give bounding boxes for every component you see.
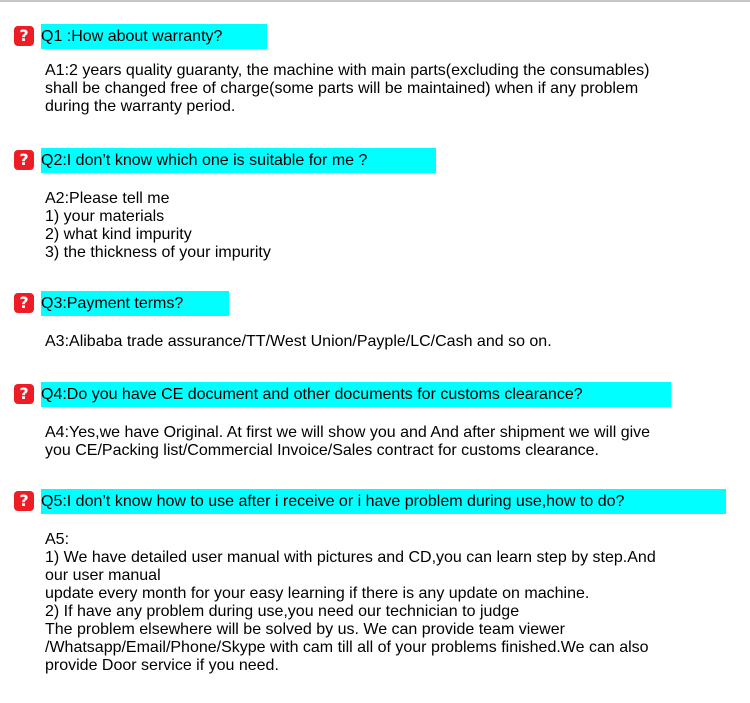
- question-mark-icon: ?: [14, 150, 34, 170]
- answer-line: 1) your materials: [45, 208, 165, 225]
- answer-line: update every month for your easy learning if there is any update on machine.: [45, 585, 590, 602]
- answer-text: [45, 190, 744, 262]
- question-text: Q3:Payment terms?: [41, 291, 229, 316]
- question-mark-icon: ?: [14, 491, 34, 511]
- question-mark-icon: ?: [14, 293, 34, 313]
- question-mark-icon: ?: [14, 384, 34, 404]
- faq-item-5: [14, 489, 744, 675]
- question-text: Q4:Do you have CE document and other documents for customs clearance?: [41, 382, 671, 407]
- top-divider: [0, 0, 750, 2]
- question-mark-icon: ?: [14, 26, 34, 46]
- answer-line: /Whatsapp/Email/Phone/Skype with cam till all of your problems finished.We can also: [45, 639, 649, 656]
- answer-line: A4:Yes,we have Original. At first we will show you and And after shipment we will give: [45, 424, 651, 441]
- question-row: [14, 291, 744, 317]
- answer-line: A2:Please tell me: [45, 190, 170, 207]
- question-text: Q1 :How about warranty?: [41, 24, 267, 49]
- answer-line: A3:Alibaba trade assurance/TT/West Union/Payple/LC/Cash and so on.: [45, 333, 552, 350]
- answer-line: 3) the thickness of your impurity: [45, 244, 271, 261]
- faq-item-1: [14, 24, 744, 116]
- question-row: [14, 382, 744, 408]
- question-text: Q2:I don’t know which one is suitable for me ?: [41, 148, 436, 173]
- answer-line: shall be changed free of charge(some parts will be maintained) when if any problem: [45, 80, 639, 97]
- answer-line: provide Door service if you need.: [45, 657, 279, 674]
- answer-line: 2) what kind impurity: [45, 226, 192, 243]
- answer-text: [45, 333, 744, 351]
- answer-line: 2) If have any problem during use,you need our technician to judge: [45, 603, 520, 620]
- answer-text: [45, 424, 744, 460]
- faq-item-4: [14, 382, 744, 460]
- faq-item-2: [14, 148, 744, 262]
- answer-line: our user manual: [45, 567, 161, 584]
- answer-line: The problem elsewhere will be solved by us. We can provide team viewer: [45, 621, 565, 638]
- answer-line: A1:2 years quality guaranty, the machine with main parts(excluding the consumables): [45, 62, 650, 79]
- answer-line: A5:: [45, 531, 70, 548]
- answer-text: [45, 62, 744, 116]
- question-text: Q5:I don’t know how to use after i receive or i have problem during use,how to do?: [41, 489, 726, 514]
- faq-item-3: [14, 291, 744, 351]
- answer-text: [45, 531, 744, 675]
- answer-line: you CE/Packing list/Commercial Invoice/Sales contract for customs clearance.: [45, 442, 599, 459]
- answer-line: during the warranty period.: [45, 98, 236, 115]
- question-row: [14, 24, 744, 50]
- question-row: [14, 489, 744, 515]
- question-row: [14, 148, 744, 174]
- answer-line: 1) We have detailed user manual with pictures and CD,you can learn step by step.And: [45, 549, 656, 566]
